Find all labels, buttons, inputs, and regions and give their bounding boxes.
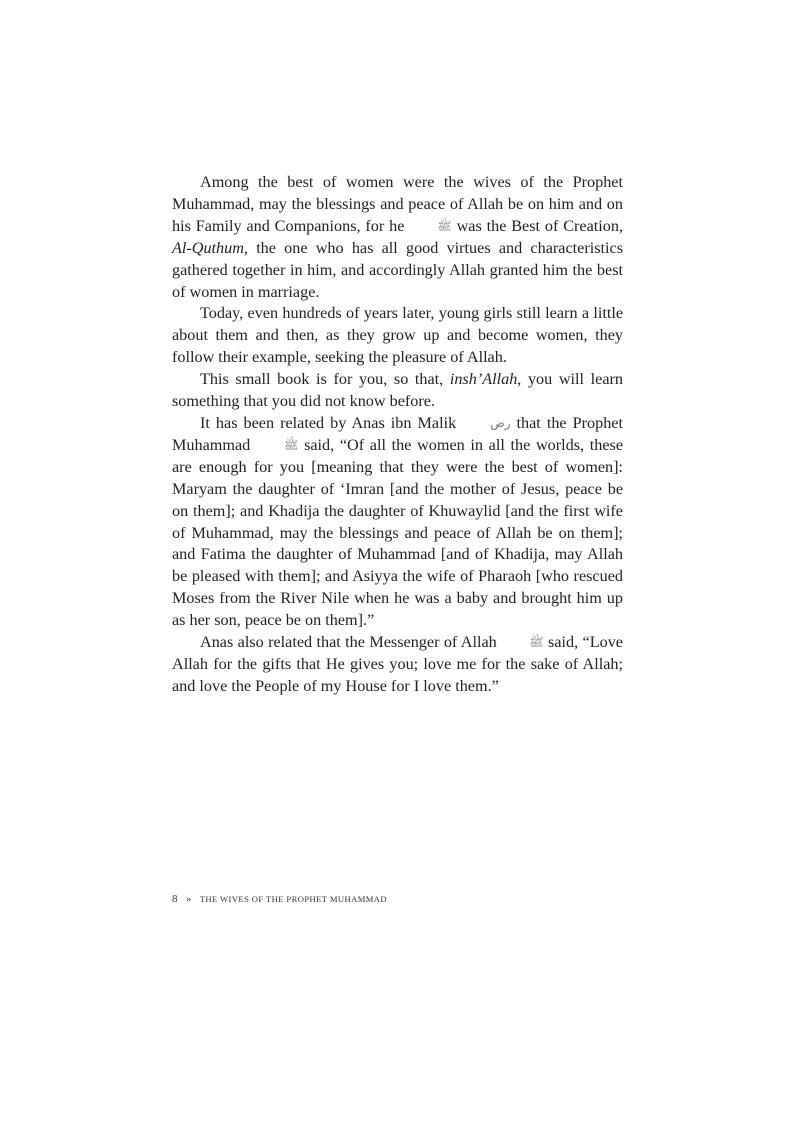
paragraph-text: that the Prophet Muhammad (172, 413, 623, 454)
separator-icon: » (186, 894, 192, 905)
page-number: 8 (172, 893, 178, 905)
paragraph-2: Today, even hundreds of years later, young girls still learn a little about them and then, as they grow up and become women, they follow their example, seeking the pleasure of Allah. (172, 304, 623, 367)
honorific-saw-icon: ﷺ (529, 635, 544, 650)
page-body (172, 172, 623, 698)
paragraph-text: was the Best of Creation, (451, 216, 624, 235)
paragraph-5 (172, 632, 623, 698)
paragraph-text: , you will learn something that you did not know before. (172, 370, 623, 411)
paragraph-4 (172, 413, 623, 632)
paragraph-text: It has been related by Anas ibn Malik (200, 413, 463, 432)
paragraph-text: This small book is for you, so that, (200, 370, 450, 389)
page-footer (172, 893, 387, 905)
paragraph-3 (172, 369, 623, 413)
honorific-ra-icon: رض (490, 415, 511, 430)
paragraph-1 (172, 172, 623, 303)
running-title: THE WIVES OF THE PROPHET MUHAMMAD (199, 894, 387, 904)
paragraph-text: Among the best of women were the wives of the Prophet Muhammad, may the blessings and peace of Allah be on him and on his Family and Companions, for he (172, 173, 623, 235)
honorific-saw-icon: ﷺ (437, 218, 452, 233)
paragraph-text: the one who has all good virtues and characteristics gathered together in him, and accordingly Allah granted him the best of women in marriage. (172, 238, 623, 301)
italic-term: insh’Allah (449, 370, 518, 389)
italic-term: Al-Quthum, (172, 238, 248, 257)
paragraph-text: said, “Of all the women in all the worlds, these are enough for you [meaning that they were the best of women]: Maryam the daughter of ‘Imran [and the mother of Jesus, peace be on them]; and Khadija the daughter of Khuwaylid [and the first wife of Muhammad, may the blessings and peace of Allah be on them]; and Fatima the daughter of Muhammad [and of Khadija, may Allah be pleased with them]; and Asiyya the wife of Pharaoh [who rescued Moses from the River Nile when he was a baby and brought him up as her son, peace be on them].” (172, 435, 623, 630)
paragraph-text: said, “Love Allah for the gifts that He gives you; love me for the sake of Allah; and love the People of my House for I love them.” (172, 633, 623, 695)
paragraph-text: Anas also related that the Messenger of Allah (200, 633, 502, 652)
honorific-saw-icon: ﷺ (283, 437, 299, 452)
